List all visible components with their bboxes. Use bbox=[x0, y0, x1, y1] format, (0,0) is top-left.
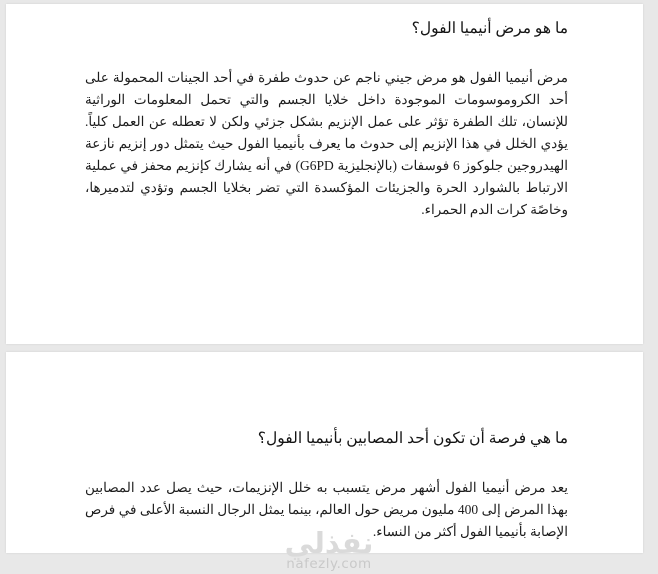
section-2-heading: ما هي فرصة أن تكون أحد المصابين بأنيميا الفول؟ bbox=[257, 430, 568, 447]
section-1-heading: ما هو مرض أنيميا الفول؟ bbox=[411, 20, 568, 37]
doc-page-2 bbox=[6, 352, 643, 553]
section-1-paragraph: مرض أنيميا الفول هو مرض جيني ناجم عن حدوث طفرة في أحد الجينات المحمولة على أحد الكروموسومات الموجودة داخل خلايا الجسم والتي تحمل المعلومات الوراثية للإنسان، تلك الطفرة تؤثر على عمل الإنزيم بشكل جزئي ولكن لا تعطله عن العمل كلياً. يؤدي الخلل في هذا الإنزيم إلى حدوث ما يعرف بأنيميا الفول حيث يتمثل دور إنزيم نازعة الهيدروجين جلوكوز 6 فوسفات (بالإنجليزية G6PD) في أنه يشارك كإنزيم محفز في عملية الارتباط بالشوارد الحرة والجزيئات المؤكسدة التي تضر بخلايا الجسم وتؤدي لتدميرها، وخاصًة كرات الدم الحمراء. bbox=[85, 70, 568, 217]
section-2-paragraph: يعد مرض أنيميا الفول أشهر مرض يتسبب به خلل الإنزيمات، حيث يصل عدد المصابين بهذا المرض إلى 400 مليون مريض حول العالم، بينما يمثل الرجال النسبة الأعلى في فرص الإصابة بأنيميا الفول أكثر من النساء. bbox=[85, 480, 569, 539]
nafezly-site-url: nafezly.com bbox=[286, 556, 372, 572]
doc-page-1 bbox=[6, 4, 643, 344]
nafezly-logo: نفذلي bbox=[284, 526, 374, 560]
